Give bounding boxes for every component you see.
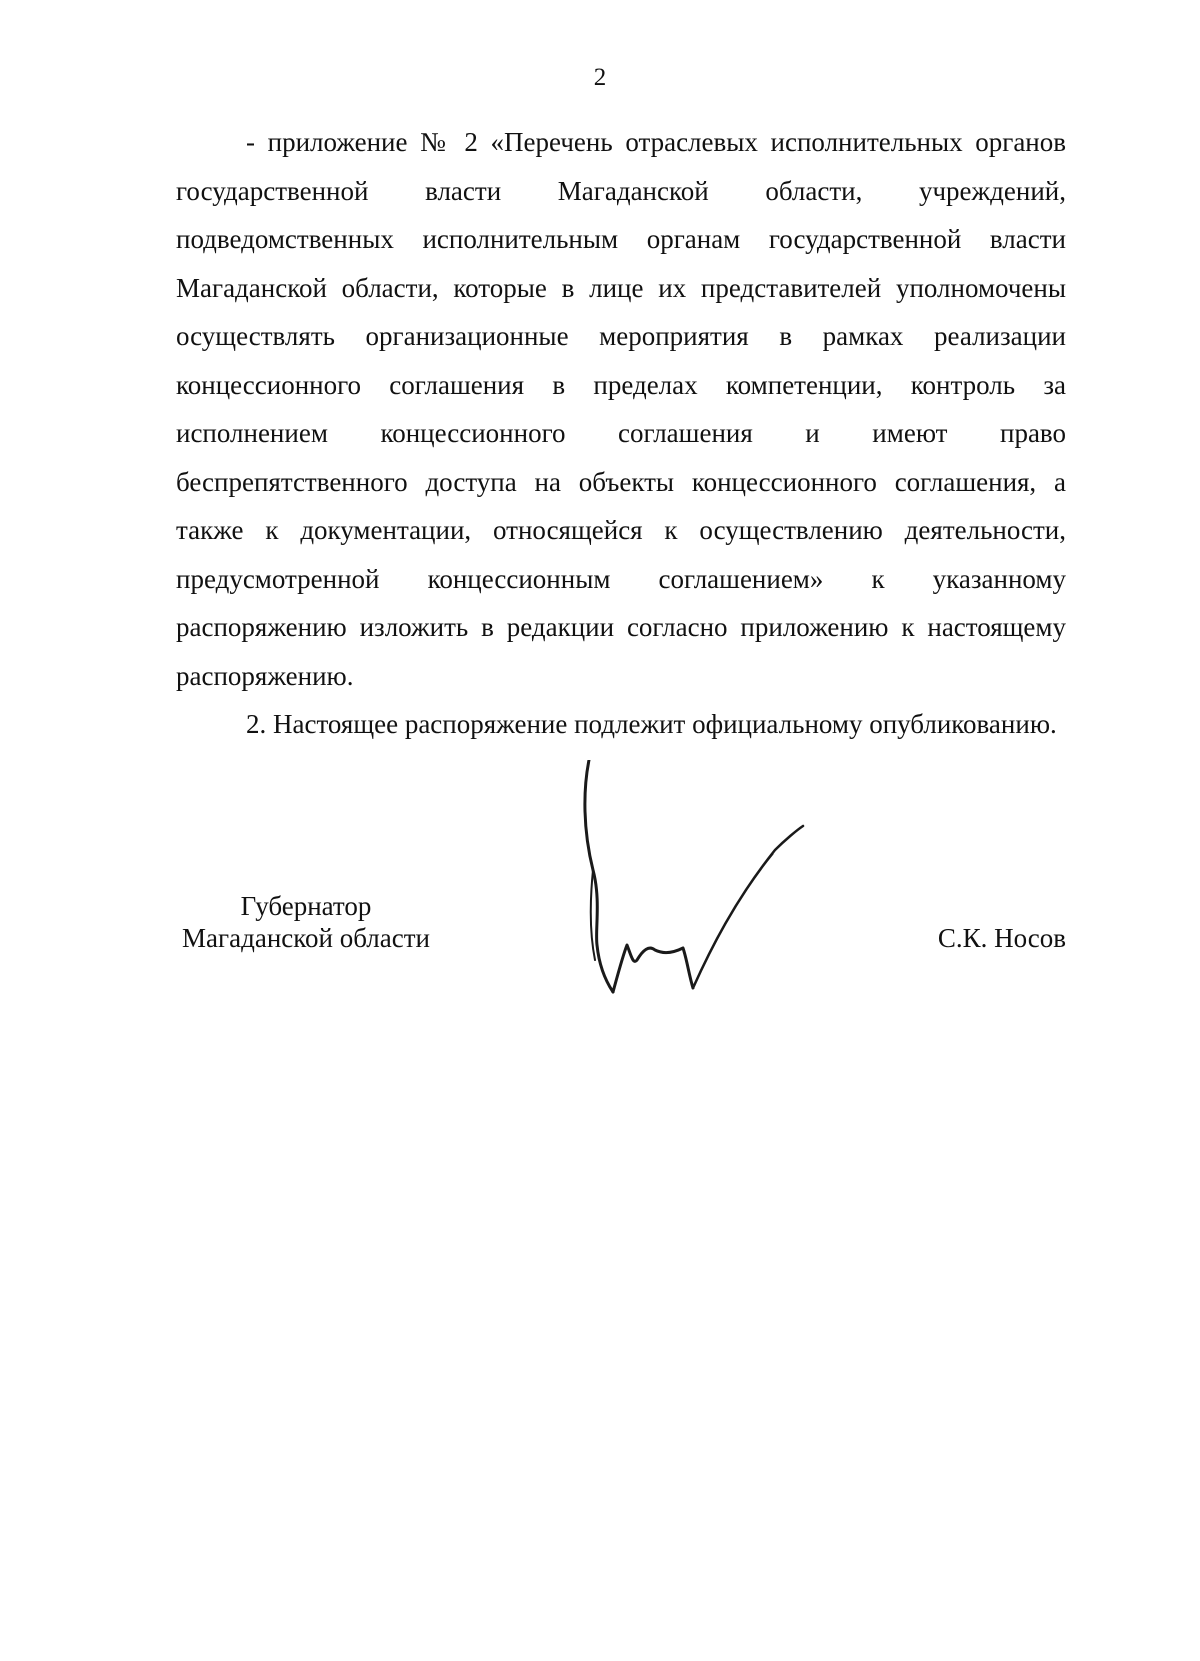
signer-name: С.К. Носов — [937, 923, 1066, 953]
paragraph-appendix-2: - приложение № 2 «Перечень отраслевых исполнительных органов государственной власти Магаданской области, учреждений, подведомственных исполнительным органам государственной власти Магаданской области, которые в лице их представителей уполномочены осуществлять организационные мероприятия в рамках реализации концессионного соглашения в пределах компетенции, контроль за исполнением концессионного соглашения и имеют право беспрепятственного доступа на объекты концессионного соглашения, а также к документации, относящейся к осуществлению деятельности, предусмотренной концессионным соглашением» к указанному распоряжению изложить в редакции согласно приложению к настоящему распоряжению. — [176, 127, 1066, 691]
document-body — [176, 118, 1066, 749]
signature-block — [176, 890, 1066, 1010]
signer-position — [176, 890, 436, 954]
page-number: 2 — [593, 64, 607, 91]
position-line-governor: Губернатор — [240, 891, 372, 921]
position-line-region: Магаданской области — [182, 923, 430, 953]
paragraph-publication: 2. Настоящее распоряжение подлежит официальному опубликованию. — [246, 709, 1057, 739]
